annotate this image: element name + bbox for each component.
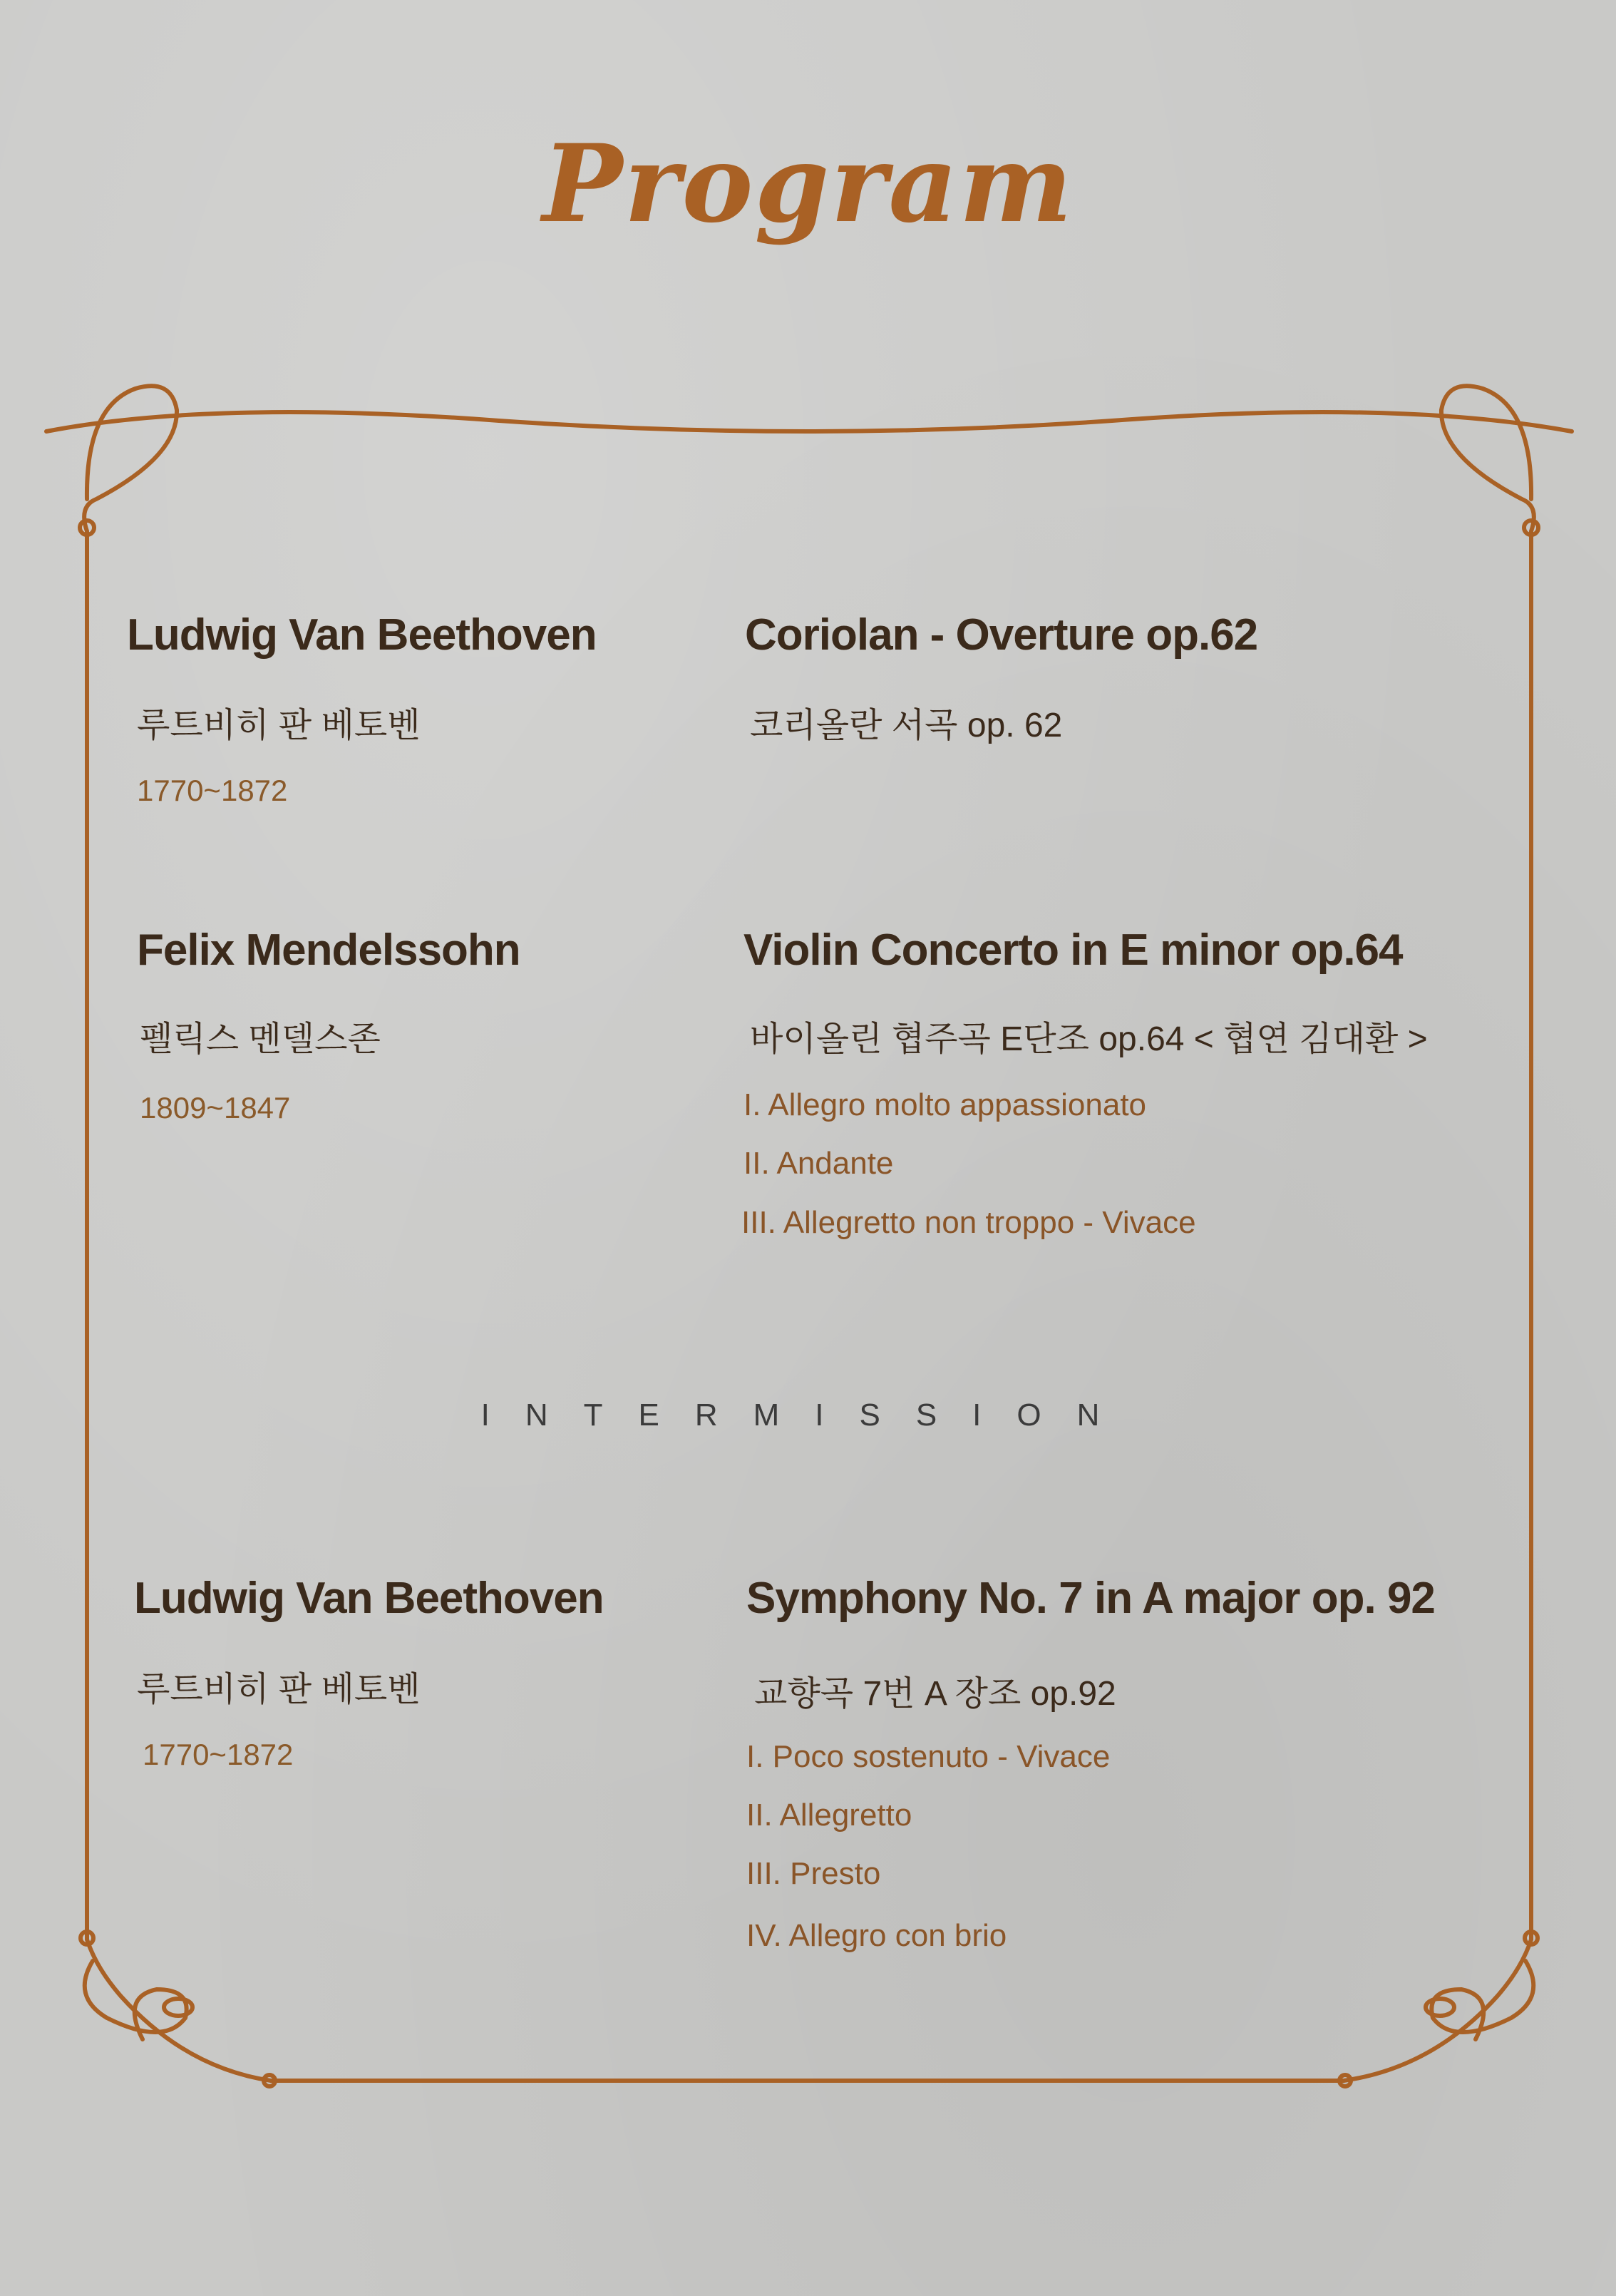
movement-item: III. Allegretto non troppo - Vivace bbox=[741, 1205, 1196, 1240]
composer-years: 1770~1872 bbox=[137, 774, 288, 807]
composer-years: 1809~1847 bbox=[140, 1091, 291, 1124]
movement-item: I. Allegro molto appassionato bbox=[743, 1087, 1147, 1122]
work-title: Coriolan - Overture op.62 bbox=[745, 610, 1258, 660]
work-korean-title: 바이올린 협주곡 E단조 op.64 < 협연 김대환 > bbox=[750, 1020, 1428, 1058]
movement-item: IV. Allegro con brio bbox=[746, 1918, 1007, 1953]
work-title: Violin Concerto in E minor op.64 bbox=[743, 926, 1403, 975]
composer-korean-name: 루트비히 판 베토벤 bbox=[137, 707, 421, 744]
composer-years: 1770~1872 bbox=[143, 1738, 294, 1771]
work-korean-title: 교향곡 7번 A 장조 op.92 bbox=[754, 1675, 1116, 1713]
composer-name: Ludwig Van Beethoven bbox=[134, 1574, 604, 1623]
work-korean-title: 코리올란 서곡 op. 62 bbox=[750, 707, 1063, 744]
intermission-label: INTERMISSION bbox=[480, 1398, 1136, 1433]
composer-korean-name: 루트비히 판 베토벤 bbox=[137, 1671, 421, 1708]
page-title: Program bbox=[542, 121, 1074, 247]
composer-name: Ludwig Van Beethoven bbox=[127, 610, 597, 660]
movement-item: I. Poco sostenuto - Vivace bbox=[746, 1739, 1111, 1774]
composer-name: Felix Mendelssohn bbox=[137, 926, 520, 975]
composer-korean-name: 펠릭스 멘델스존 bbox=[140, 1020, 381, 1058]
work-title: Symphony No. 7 in A major op. 92 bbox=[746, 1574, 1435, 1623]
movement-item: II. Andante bbox=[743, 1146, 894, 1181]
movement-item: II. Allegretto bbox=[746, 1798, 912, 1833]
movement-item: III. Presto bbox=[746, 1856, 881, 1891]
